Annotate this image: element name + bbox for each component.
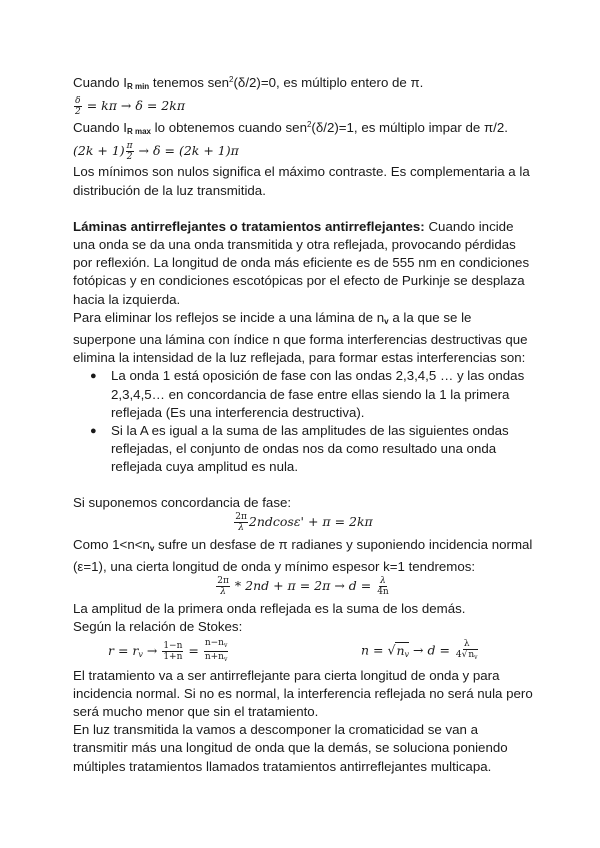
paragraph-rmin: Cuando $I_{R min}$ tenemos sen$^2$(δ/2)=0, es múltiplo entero de π. [73,75,424,91]
section-heading: Láminas antirreflejantes o tratamientos antirreflejantes: [73,218,425,234]
bullet-icon: ● [90,425,97,438]
paragraph-rmax: Cuando $I_{R max}$ lo obtenemos cuando sen$^2$(δ/2)=1, es múltiplo impar de π/2. [73,120,508,137]
fraction: $\frac{2\pi}{\lambda}$ [217,576,229,598]
fraction: $\frac{\lambda}{4√n_v}$ [455,639,478,662]
stokes-equations [73,637,533,667]
paragraph-eliminate: Para eliminar los reflejos se incide a una lámina de $n_v$ a la que se le superpone una lámina con índice n que forma interferencias destructivas que elimina la intensidad de la luz reflejada, para formar estas interferencias son: [73,309,528,366]
fraction: $\frac{\delta}{2}$ [75,96,81,118]
equation-index: $n = √n_v \to d$ = $\frac{\lambda}{4√n_v}$ [361,639,478,662]
fraction: $\frac{1-n}{1+n}$ [163,641,183,663]
bullet-icon: ● [90,370,97,383]
equation-thickness: $\frac{2\pi}{\lambda}$ * 2nd + π = 2π → d = $\frac{\lambda}{4n}$ [217,576,389,598]
fraction: $\frac{2\pi}{\lambda}$ [235,511,247,533]
paragraph-stokes: Según la relación de Stokes: [73,619,243,635]
equation-max: (2k + 1) $\frac{\pi}{2}$ → δ = (2k + 1)π [73,141,239,163]
list-item: ● Si la A es igual a la suma de las amplitudes de las siguientes ondas reflejadas, el conjunto de ondas nos da como resultado una onda reflejada cuya amplitud es nula. [90,423,509,475]
paragraph-antireflection: Láminas antirreflejantes o tratamientos antirreflejantes: Cuando incide una onda se da una onda transmitida y otra reflejada, provocando pérdidas por reflexión. La longitud de onda más eficiente es de 555 nm en condiciones fotópicas y en condiciones escotópicas por el efecto de Purkinje se desplaza hacia la izquierda. [73,218,530,307]
fraction: $\frac{\lambda}{4n}$ [377,576,389,598]
fraction: $\frac{\pi}{2}$ [126,141,133,163]
equation-stokes: $r = r_v$ → $\frac{1-n}{1+n}$ = $\frac{n-n_v}{n+n_v}$ [108,638,228,664]
equation-min: $\frac{\delta}{2}$ = kπ → δ = 2kπ [75,96,186,118]
paragraph-desfase: Como $1<n<n_v$ sufre un desfase de π radianes y suponiendo incidencia normal (ε=1), una cierta longitud de onda y mínimo espesor k=1 tendremos: [73,536,533,575]
paragraph-amplitude: La amplitud de la primera onda reflejada es la suma de los demás. [73,601,466,617]
fraction: $\frac{n-n_v}{n+n_v}$ [204,638,228,664]
paragraph-multilayer: En luz transmitida la vamos a descomponer la cromaticidad se van a transmitir más una longitud de onda que la demás, se soluciona poniendo múltiples tratamientos llamados tratamientos antirreflejantes multicapa. [73,722,508,774]
paragraph-phase: Si suponemos concordancia de fase: [73,494,292,510]
equation-phase: $\frac{2\pi}{\lambda}$ 2ndcosε' + π = 2kπ [235,511,373,533]
bullet-list [73,367,533,476]
paragraph-treatment: El tratamiento va a ser antirreflejante para cierta longitud de onda y para incidencia normal. Si no es normal, la interferencia reflejada no será nula pero será mucho menor que sin el tratamiento. [73,667,533,720]
list-item: ● La onda 1 está oposición de fase con las ondas 2,3,4,5 … y las ondas 2,3,4,5… en concordancia de fase entre ellas siendo la 1 la primera reflejada (Es una interferencia destructiva). [90,368,525,420]
paragraph-contrast: Los mínimos son nulos significa el máximo contraste. Es complementaria a la distribución de la luz transmitida. [73,164,530,198]
document-body [73,71,533,776]
